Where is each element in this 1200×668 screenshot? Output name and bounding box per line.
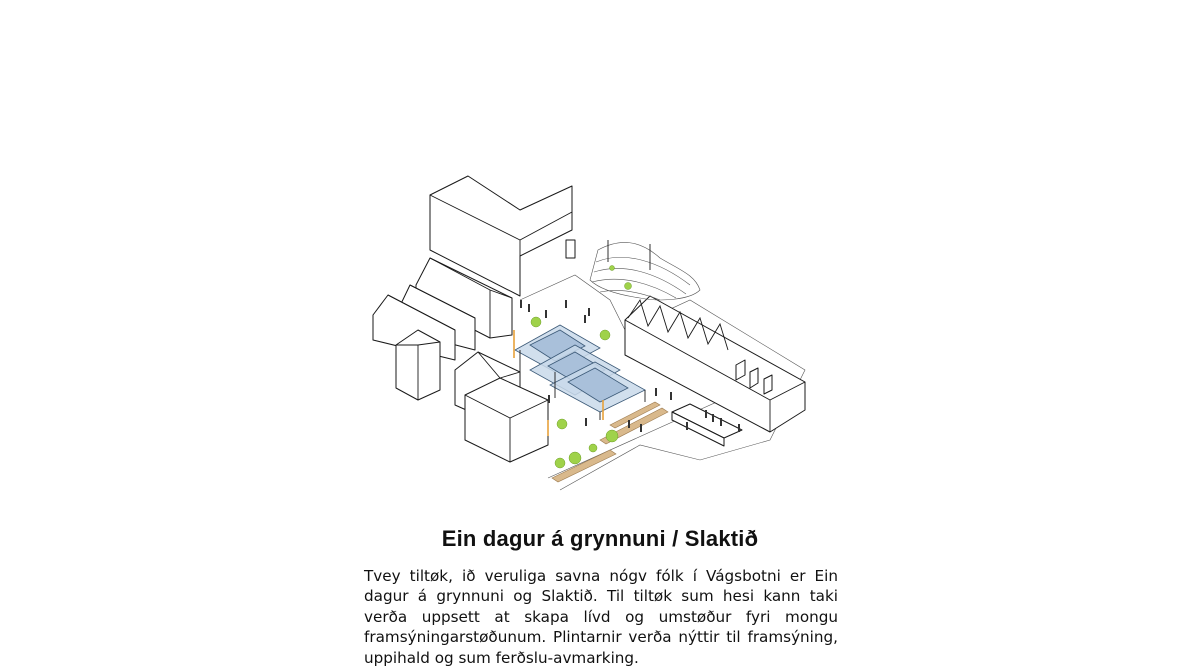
boardwalk: [552, 402, 668, 482]
caption-body: Tvey tiltøk, ið veruliga savna nógv fólk í Vágsbotni er Ein dagur á grynnuni og Slaktið. Til tiltøk sum hesi kann taki verða uppsett at skapa lívd og umstøður fyri mongu framsýningarstøðunum. Plintarnir verða nýttir til framsýning, uppihald og sum ferðslu-avmarking.: [364, 567, 838, 667]
sawtooth-hall: [625, 296, 805, 432]
caption-title: Ein dagur á grynnuni / Slaktið: [441, 526, 759, 551]
terraced-landscape: [590, 240, 700, 300]
